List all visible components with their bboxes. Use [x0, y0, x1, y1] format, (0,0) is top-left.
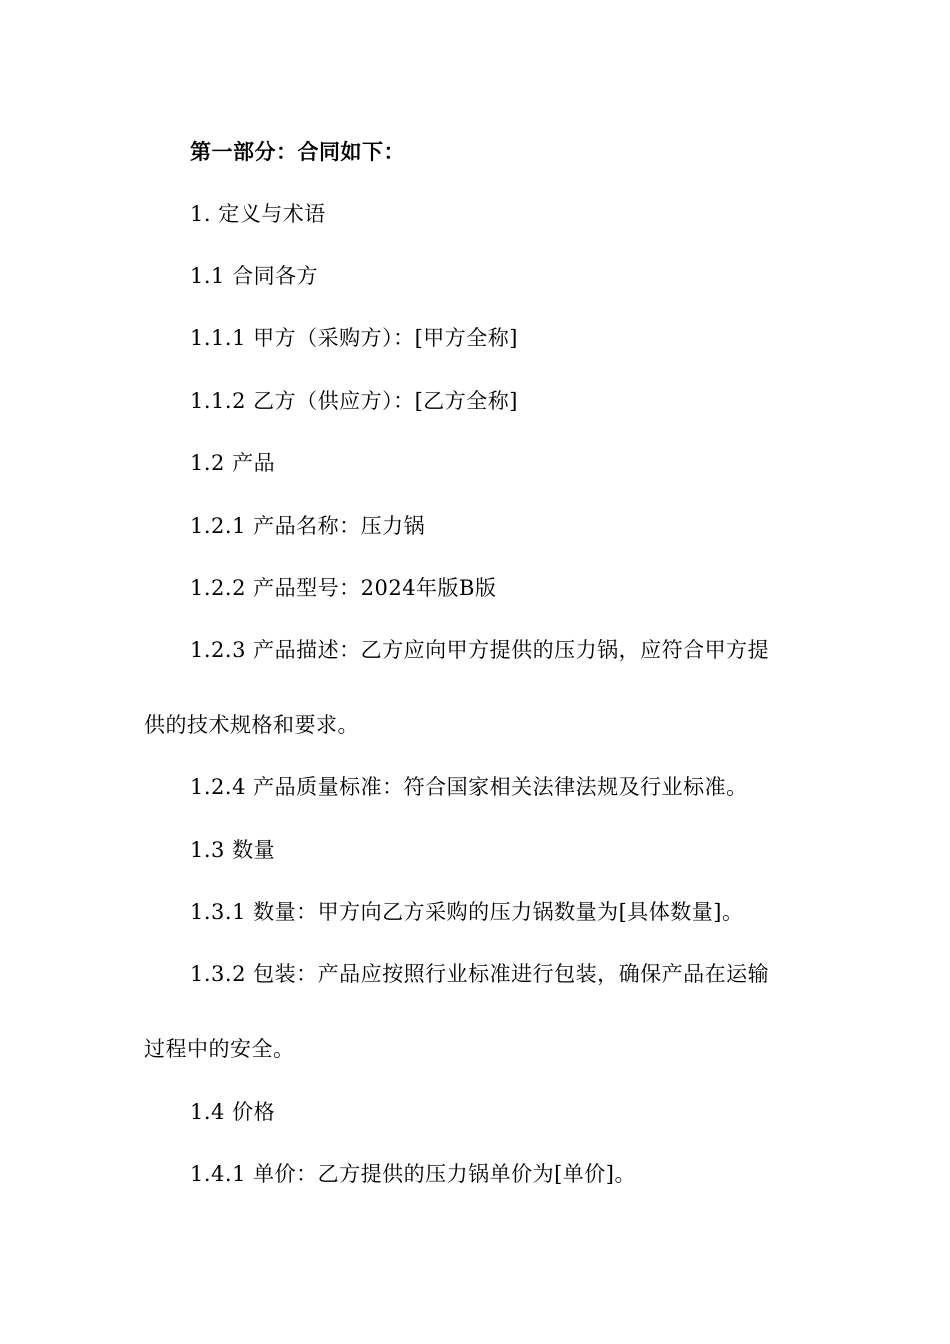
clause-1-3-2-continued: 过程中的安全。 [144, 1037, 295, 1061]
clause-1-1-2: 1.1.2 乙方（供应方）：[乙方全称] [190, 389, 518, 413]
clause-1-2-4: 1.2.4 产品质量标准：符合国家相关法律法规及行业标准。 [190, 775, 748, 799]
clause-1-4-1: 1.4.1 单价：乙方提供的压力锅单价为[单价]。 [190, 1162, 636, 1186]
clause-1-3: 1.3 数量 [190, 838, 276, 862]
clause-1: 1. 定义与术语 [190, 202, 326, 226]
clause-1-1: 1.1 合同各方 [190, 264, 319, 288]
section-heading: 第一部分：合同如下： [190, 139, 405, 164]
clause-1-2-2: 1.2.2 产品型号：2024年版B版 [190, 576, 497, 600]
clause-1-2-1: 1.2.1 产品名称：压力锅 [190, 514, 426, 538]
clause-1-2-3: 1.2.3 产品描述：乙方应向甲方提供的压力锅，应符合甲方提 [190, 638, 770, 662]
clause-1-2: 1.2 产品 [190, 451, 276, 475]
clause-1-2-3-continued: 供的技术规格和要求。 [144, 713, 359, 737]
clause-1-3-2: 1.3.2 包装：产品应按照行业标准进行包装，确保产品在运输 [190, 962, 770, 986]
clause-1-3-1: 1.3.1 数量：甲方向乙方采购的压力锅数量为[具体数量]。 [190, 900, 744, 924]
clause-1-1-1: 1.1.1 甲方（采购方）：[甲方全称] [190, 326, 518, 350]
clause-1-4: 1.4 价格 [190, 1100, 276, 1124]
